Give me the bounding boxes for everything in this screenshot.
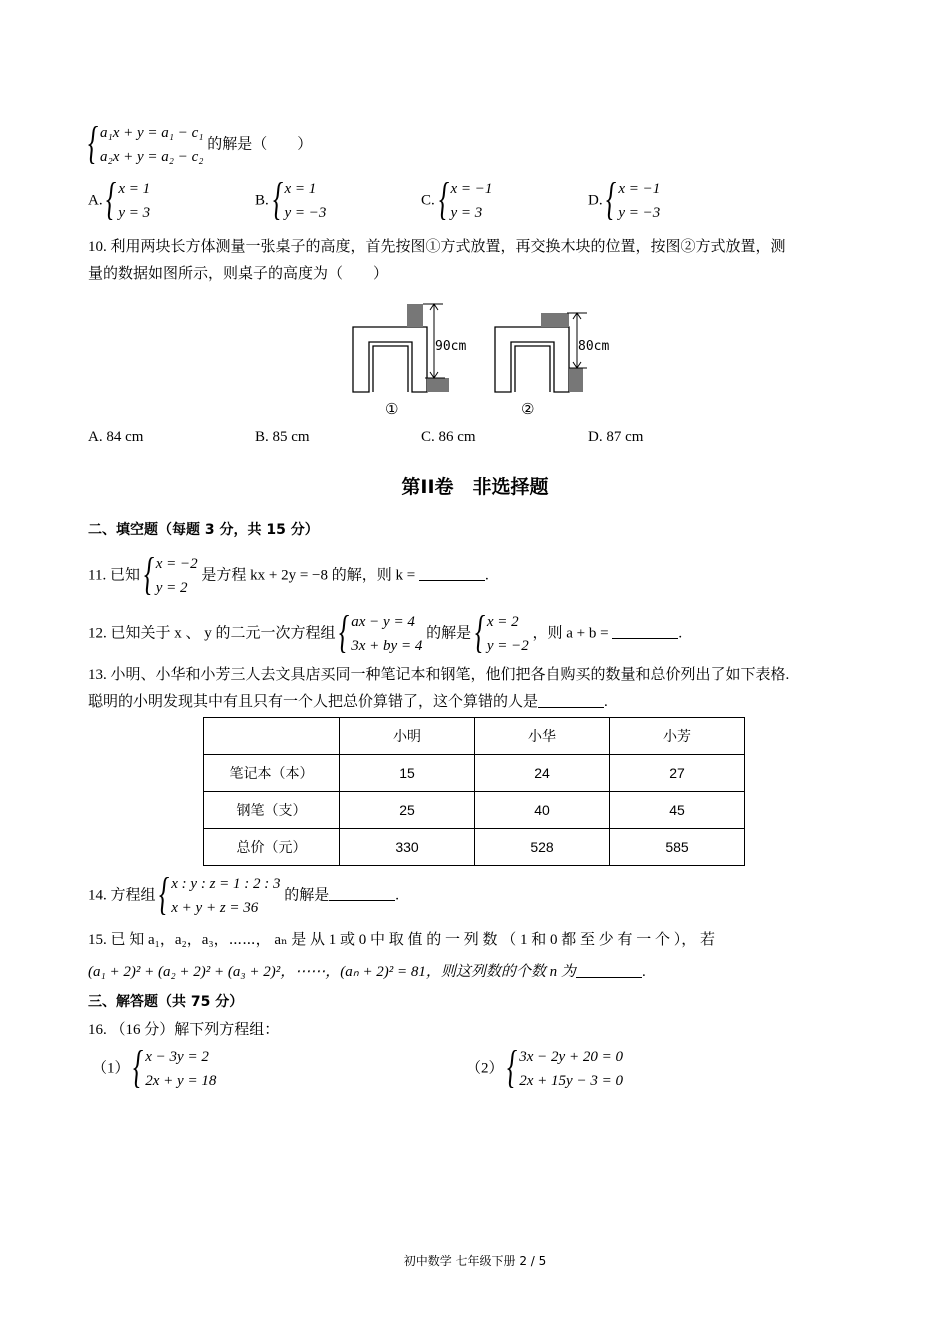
q15-line2: (a₁ + 2)² + (a₂ + 2)² + (a₃ + 2)²，⋯⋯，(aₙ + 2)² = 81，则这列数的个数 n 为 .: [88, 964, 646, 980]
q13-answer-blank[interactable]: [538, 693, 604, 708]
table-header-row: 小明 小华 小芳: [204, 718, 745, 755]
section-title: 第II卷 非选择题: [401, 476, 549, 498]
table-row: 笔记本（本） 15 24 27: [204, 755, 745, 792]
q15-answer-blank[interactable]: [576, 963, 642, 978]
figure-1-block-top: [407, 304, 423, 327]
q11: 11. 已知 { x = −2 y = 2 是方程 kx + 2y = −8 的解，则 k = .: [88, 548, 489, 599]
q10-option-d[interactable]: D. 87 cm: [588, 429, 644, 445]
q16-part1: （1） { x − 3y = 2 2x + y = 18: [92, 1041, 217, 1092]
q12-answer-blank[interactable]: [612, 624, 678, 639]
figure-1-label: ①: [385, 400, 399, 418]
table-row: 总价（元） 330 528 585: [204, 829, 745, 866]
q10-option-c[interactable]: C. 86 cm: [421, 429, 476, 445]
q9-option-d[interactable]: D. { x = −1 y = −3: [588, 173, 661, 224]
figure-2-block-bottom: [569, 368, 583, 392]
part3-heading: 三、解答题（共 75 分）: [88, 994, 244, 1010]
figure-2-block-top: [541, 313, 569, 327]
q11-answer-blank[interactable]: [419, 566, 485, 581]
q13-line1: 13. 小明、小华和小芳三人去文具店买同一种笔记本和钢笔，他们把各自购买的数量和总价列出了如下表格.: [88, 667, 790, 683]
q10-option-b[interactable]: B. 85 cm: [255, 429, 310, 445]
figure-2-measure: 80cm: [578, 339, 610, 354]
q9-system: { a₁x + y = a₁ − c₁ a₂x + y = a₂ − c₂: [88, 117, 204, 168]
q9-system-line: [88, 117, 313, 169]
q15-line1: 15. 已 知 a₁，a₂，a₃，⋯⋯， aₙ 是 从 1 或 0 中 取 值 的 一 列 数 （ 1 和 0 都 至 少 有 一 个 ）， 若: [88, 932, 716, 948]
q14-answer-blank[interactable]: [329, 886, 395, 901]
q10-line1: 10. 利用两块长方体测量一张桌子的高度，首先按图①方式放置，再交换木块的位置，按图②方式放置，测: [88, 239, 786, 255]
q9-option-b[interactable]: B. { x = 1 y = −3: [255, 173, 327, 224]
figure-2-label: ②: [521, 400, 535, 418]
q16-stem: 16. （16 分）解下列方程组：: [88, 1022, 280, 1038]
figure-1-table: [353, 327, 427, 392]
q10-line2: 量的数据如图所示，则桌子的高度为（ ）: [88, 266, 389, 282]
figure-1-block-bottom: [427, 378, 449, 392]
q12: 12. 已知关于 x 、 y 的二元一次方程组 { ax − y = 4 3x + by = 4 的解是 { x = 2 y = −2 ，则 a + b = .: [88, 606, 683, 657]
q10-figure: [345, 300, 625, 420]
q13-line2: 聪明的小明发现其中有且只有一个人把总价算错了，这个算错的人是 .: [88, 694, 608, 710]
figure-2-table: [495, 327, 569, 392]
q9-stem: 的解是（ ）: [207, 136, 313, 153]
table-row: 钢笔（支） 25 40 45: [204, 792, 745, 829]
q9-option-a[interactable]: A. { x = 1 y = 3: [88, 173, 151, 224]
q14: 14. 方程组 { x : y : z = 1 : 2 : 3 x + y + z = 36 的解是 .: [88, 868, 400, 919]
q10-option-a[interactable]: A. 84 cm: [88, 429, 144, 445]
part2-heading: 二、填空题（每题 3 分，共 15 分）: [88, 522, 319, 538]
page-footer: 初中数学 七年级下册 2 / 5: [403, 1254, 547, 1268]
q13-table: [203, 717, 745, 866]
figure-1-measure: 90cm: [435, 339, 467, 354]
q9-option-c[interactable]: C. { x = −1 y = 3: [421, 173, 493, 224]
q16-part2: （2） { 3x − 2y + 20 = 0 2x + 15y − 3 = 0: [466, 1041, 623, 1092]
